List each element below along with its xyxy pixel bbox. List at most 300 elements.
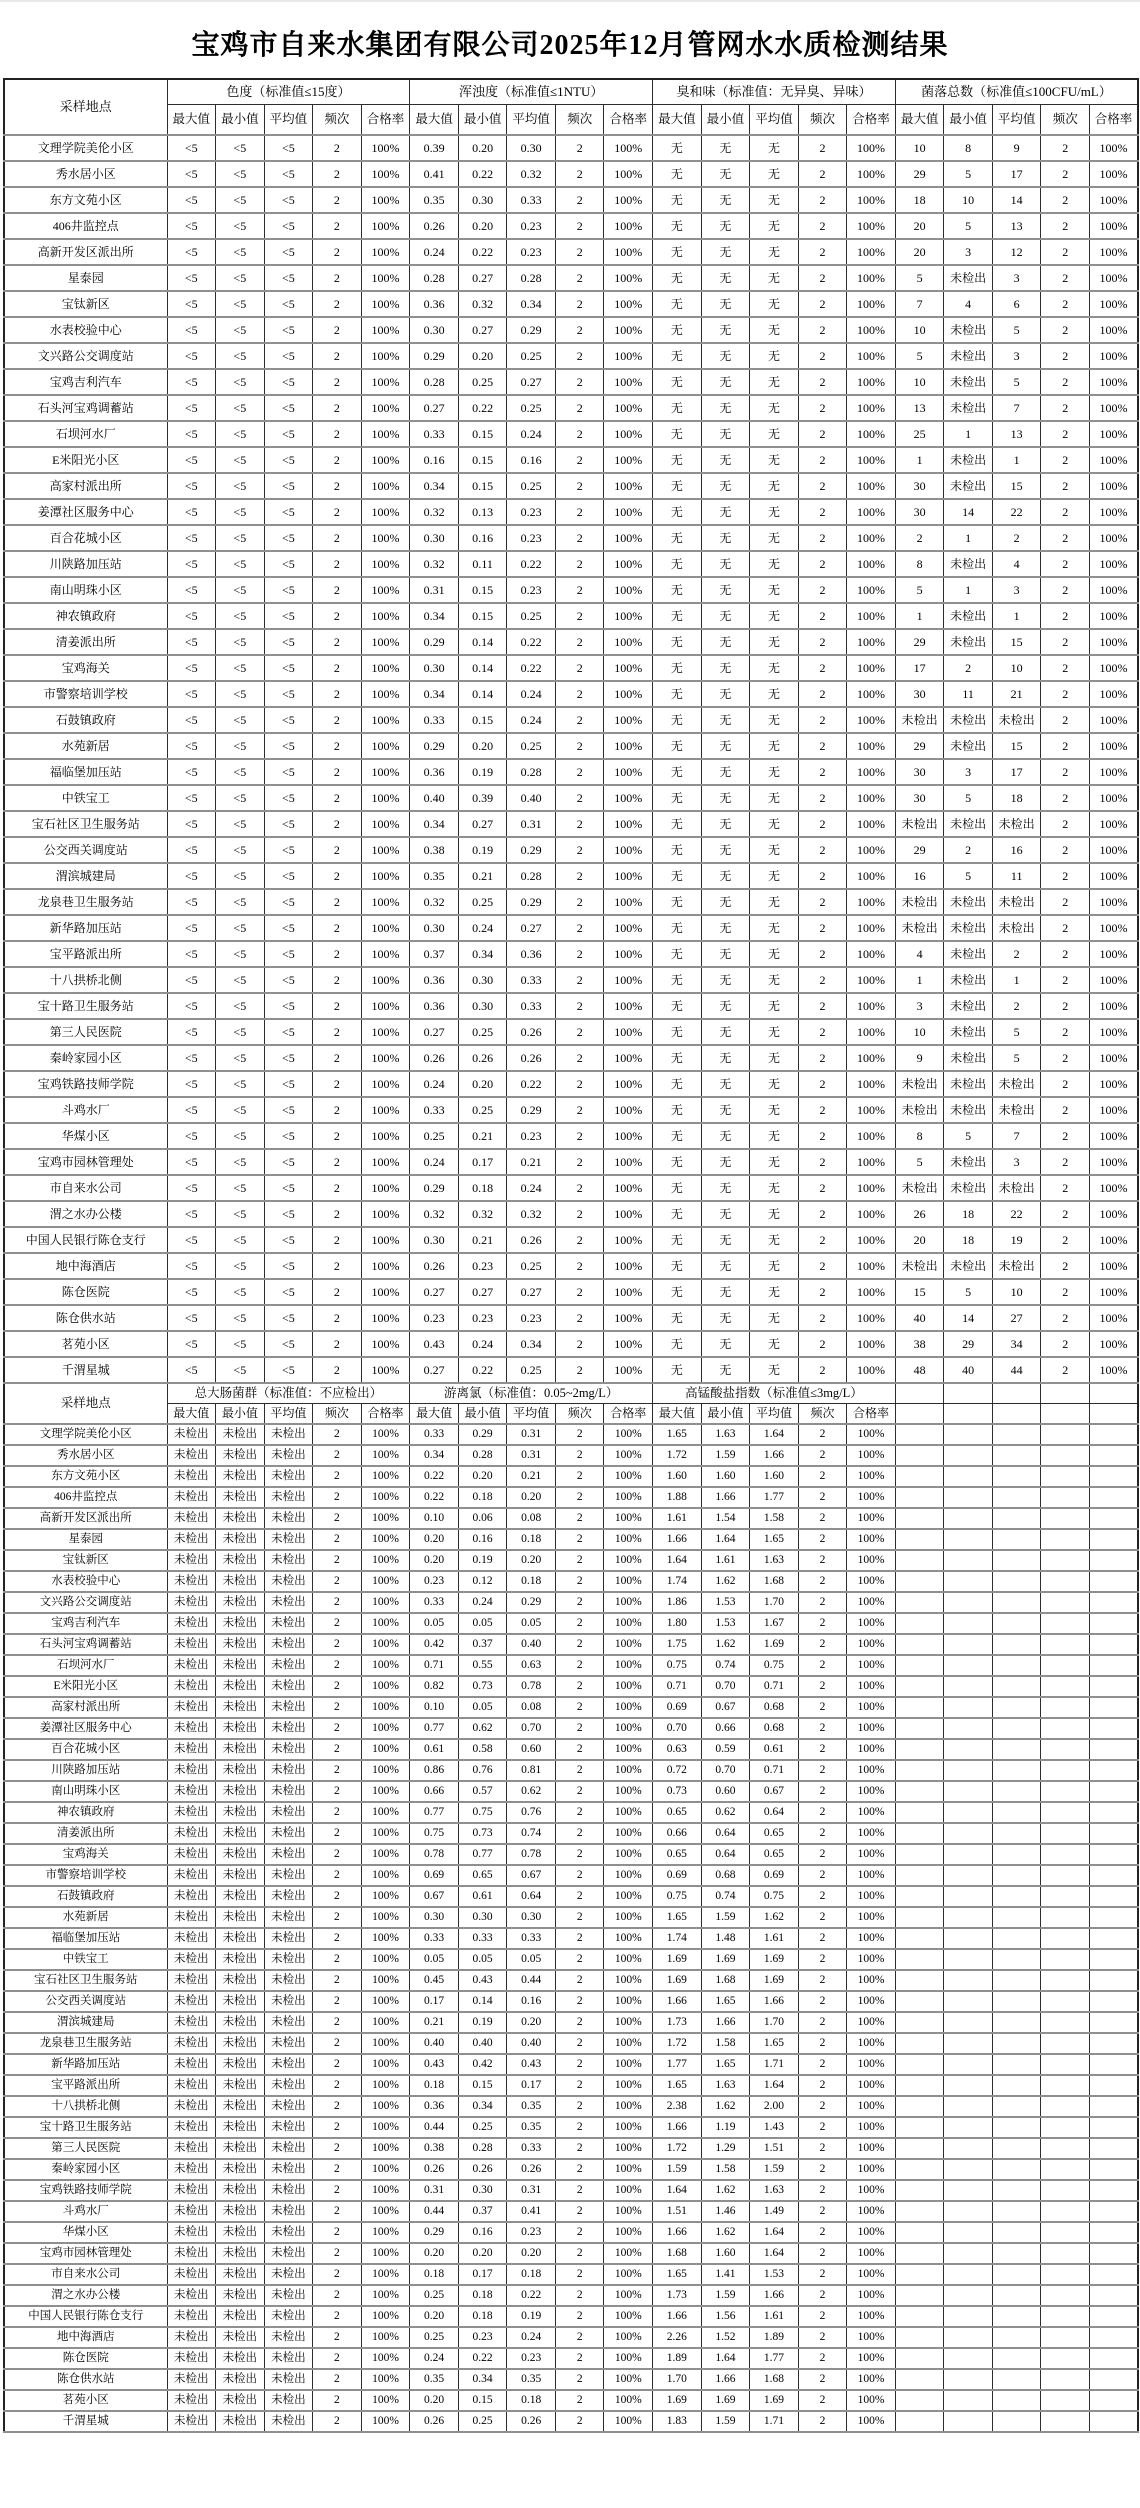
pass-rate-cell: 100% bbox=[847, 1718, 896, 1739]
value-cell: 未检出 bbox=[167, 1655, 216, 1676]
value-cell: 无 bbox=[701, 993, 750, 1019]
location-cell: 水表校验中心 bbox=[4, 317, 167, 343]
location-cell: 宝十路卫生服务站 bbox=[4, 993, 167, 1019]
value-cell: 无 bbox=[653, 447, 702, 473]
value-cell: 1.60 bbox=[653, 1466, 702, 1487]
frequency-cell: 2 bbox=[313, 733, 362, 759]
value-cell: 未检出 bbox=[944, 447, 993, 473]
pass-rate-cell: 100% bbox=[361, 291, 410, 317]
value-cell: 无 bbox=[750, 941, 799, 967]
frequency-cell: 2 bbox=[313, 811, 362, 837]
pass-rate-cell: 100% bbox=[604, 525, 653, 551]
value-cell: 15 bbox=[895, 1279, 944, 1305]
value-cell: <5 bbox=[264, 603, 313, 629]
value-cell: 未检出 bbox=[216, 1571, 265, 1592]
value-cell: 1.69 bbox=[750, 2390, 799, 2411]
value-cell: 未检出 bbox=[944, 1149, 993, 1175]
value-cell: 无 bbox=[701, 1097, 750, 1123]
pass-rate-cell: 100% bbox=[361, 2411, 410, 2432]
value-cell: <5 bbox=[264, 265, 313, 291]
empty-cell bbox=[1041, 1592, 1090, 1613]
pass-rate-cell: 100% bbox=[361, 1019, 410, 1045]
empty-cell bbox=[944, 1844, 993, 1865]
empty-cell bbox=[992, 1823, 1041, 1844]
value-cell: 无 bbox=[653, 1279, 702, 1305]
value-cell: 0.35 bbox=[410, 863, 459, 889]
empty-cell bbox=[944, 1445, 993, 1466]
frequency-cell: 2 bbox=[1041, 239, 1090, 265]
empty-cell bbox=[992, 1907, 1041, 1928]
pass-rate-cell: 100% bbox=[361, 2306, 410, 2327]
empty-cell bbox=[895, 2222, 944, 2243]
value-cell: <5 bbox=[216, 733, 265, 759]
value-cell: 0.27 bbox=[507, 369, 556, 395]
value-cell: 无 bbox=[701, 681, 750, 707]
value-cell: 无 bbox=[701, 369, 750, 395]
value-cell: 无 bbox=[750, 863, 799, 889]
pass-rate-cell: 100% bbox=[604, 395, 653, 421]
table-row bbox=[4, 1508, 1138, 1529]
pass-rate-cell: 100% bbox=[361, 603, 410, 629]
pass-rate-cell: 100% bbox=[847, 2264, 896, 2285]
pass-rate-cell: 100% bbox=[604, 551, 653, 577]
value-cell: 5 bbox=[895, 343, 944, 369]
value-cell: <5 bbox=[216, 473, 265, 499]
pass-rate-cell: 100% bbox=[604, 291, 653, 317]
value-cell: 0.14 bbox=[458, 1991, 507, 2012]
pass-rate-cell: 100% bbox=[847, 2285, 896, 2306]
empty-cell bbox=[895, 1676, 944, 1697]
value-cell: <5 bbox=[216, 1149, 265, 1175]
value-cell: <5 bbox=[167, 447, 216, 473]
value-cell: <5 bbox=[264, 1149, 313, 1175]
frequency-cell: 2 bbox=[798, 1697, 847, 1718]
frequency-cell: 2 bbox=[1041, 941, 1090, 967]
column-subheader: 最大值 bbox=[653, 1404, 702, 1425]
value-cell: 未检出 bbox=[895, 889, 944, 915]
empty-cell bbox=[895, 2411, 944, 2432]
pass-rate-cell: 100% bbox=[361, 1634, 410, 1655]
frequency-cell: 2 bbox=[313, 837, 362, 863]
empty-cell bbox=[992, 1655, 1041, 1676]
pass-rate-cell: 100% bbox=[604, 707, 653, 733]
location-cell: 石头河宝鸡调蓄站 bbox=[4, 1634, 167, 1655]
frequency-cell: 2 bbox=[313, 863, 362, 889]
value-cell: 3 bbox=[992, 577, 1041, 603]
value-cell: 无 bbox=[750, 1253, 799, 1279]
value-cell: 1.62 bbox=[701, 1634, 750, 1655]
frequency-cell: 2 bbox=[1041, 499, 1090, 525]
pass-rate-cell: 100% bbox=[847, 2180, 896, 2201]
table-row bbox=[4, 2117, 1138, 2138]
empty-cell bbox=[1090, 2117, 1139, 2138]
value-cell: <5 bbox=[167, 1201, 216, 1227]
empty-cell bbox=[895, 1592, 944, 1613]
value-cell: 0.26 bbox=[507, 2411, 556, 2432]
value-cell: 无 bbox=[750, 811, 799, 837]
value-cell: 无 bbox=[750, 135, 799, 161]
value-cell: <5 bbox=[264, 1279, 313, 1305]
value-cell: 0.36 bbox=[410, 759, 459, 785]
empty-cell bbox=[944, 1676, 993, 1697]
table-row bbox=[4, 1149, 1138, 1175]
empty-cell bbox=[1090, 1445, 1139, 1466]
frequency-cell: 2 bbox=[555, 1227, 604, 1253]
pass-rate-cell: 100% bbox=[604, 733, 653, 759]
value-cell: 无 bbox=[701, 317, 750, 343]
header-sub-row bbox=[4, 1404, 1138, 1425]
value-cell: 0.18 bbox=[507, 2390, 556, 2411]
frequency-cell: 2 bbox=[555, 785, 604, 811]
value-cell: 17 bbox=[992, 161, 1041, 187]
value-cell: 无 bbox=[701, 343, 750, 369]
empty-cell bbox=[895, 1760, 944, 1781]
empty-cell bbox=[895, 1445, 944, 1466]
frequency-cell: 2 bbox=[798, 1529, 847, 1550]
frequency-cell: 2 bbox=[555, 1357, 604, 1383]
frequency-cell: 2 bbox=[798, 1676, 847, 1697]
value-cell: <5 bbox=[216, 317, 265, 343]
frequency-cell: 2 bbox=[1041, 1253, 1090, 1279]
empty-cell bbox=[992, 1466, 1041, 1487]
value-cell: 0.14 bbox=[458, 681, 507, 707]
pass-rate-cell: 100% bbox=[604, 1592, 653, 1613]
value-cell: <5 bbox=[264, 213, 313, 239]
location-cell: 龙泉巷卫生服务站 bbox=[4, 889, 167, 915]
frequency-cell: 2 bbox=[798, 681, 847, 707]
empty-cell bbox=[992, 1865, 1041, 1886]
pass-rate-cell: 100% bbox=[361, 681, 410, 707]
value-cell: 未检出 bbox=[992, 811, 1041, 837]
empty-cell bbox=[1090, 1571, 1139, 1592]
frequency-cell: 2 bbox=[313, 1718, 362, 1739]
value-cell: <5 bbox=[216, 161, 265, 187]
value-cell: 未检出 bbox=[992, 707, 1041, 733]
frequency-cell: 2 bbox=[313, 1655, 362, 1676]
frequency-cell: 2 bbox=[1041, 1227, 1090, 1253]
value-cell: 0.43 bbox=[410, 1331, 459, 1357]
empty-cell bbox=[992, 2348, 1041, 2369]
pass-rate-cell: 100% bbox=[604, 577, 653, 603]
value-cell: 无 bbox=[750, 239, 799, 265]
empty-cell bbox=[895, 2138, 944, 2159]
frequency-cell: 2 bbox=[798, 1175, 847, 1201]
frequency-cell: 2 bbox=[313, 1823, 362, 1844]
empty-cell bbox=[944, 1634, 993, 1655]
frequency-cell: 2 bbox=[798, 707, 847, 733]
pass-rate-cell: 100% bbox=[847, 1739, 896, 1760]
value-cell: <5 bbox=[264, 655, 313, 681]
empty-cell bbox=[1041, 1781, 1090, 1802]
table-row bbox=[4, 1201, 1138, 1227]
frequency-cell: 2 bbox=[555, 1718, 604, 1739]
value-cell: 无 bbox=[701, 707, 750, 733]
frequency-cell: 2 bbox=[555, 1697, 604, 1718]
value-cell: 3 bbox=[944, 759, 993, 785]
value-cell: 0.75 bbox=[653, 1655, 702, 1676]
value-cell: 0.63 bbox=[507, 1655, 556, 1676]
frequency-cell: 2 bbox=[555, 525, 604, 551]
pass-rate-cell: 100% bbox=[847, 1466, 896, 1487]
value-cell: 10 bbox=[895, 135, 944, 161]
frequency-cell: 2 bbox=[798, 2012, 847, 2033]
frequency-cell: 2 bbox=[798, 135, 847, 161]
frequency-cell: 2 bbox=[313, 265, 362, 291]
value-cell: 0.25 bbox=[410, 2285, 459, 2306]
value-cell: 无 bbox=[653, 1123, 702, 1149]
empty-cell bbox=[1041, 1928, 1090, 1949]
value-cell: <5 bbox=[264, 1019, 313, 1045]
table-row bbox=[4, 1045, 1138, 1071]
frequency-cell: 2 bbox=[313, 1928, 362, 1949]
value-cell: 未检出 bbox=[992, 1071, 1041, 1097]
value-cell: 40 bbox=[944, 1357, 993, 1383]
pass-rate-cell: 100% bbox=[361, 1739, 410, 1760]
value-cell: 0.22 bbox=[458, 395, 507, 421]
frequency-cell: 2 bbox=[798, 629, 847, 655]
value-cell: 0.14 bbox=[458, 629, 507, 655]
value-cell: 0.28 bbox=[507, 863, 556, 889]
value-cell: 1 bbox=[895, 967, 944, 993]
pass-rate-cell: 100% bbox=[361, 1865, 410, 1886]
value-cell: 0.78 bbox=[507, 1676, 556, 1697]
value-cell: 1.69 bbox=[653, 1949, 702, 1970]
value-cell: 0.31 bbox=[507, 811, 556, 837]
value-cell: <5 bbox=[167, 421, 216, 447]
pass-rate-cell: 100% bbox=[604, 187, 653, 213]
location-cell: 陈仓供水站 bbox=[4, 2369, 167, 2390]
value-cell: 1.59 bbox=[653, 2159, 702, 2180]
value-cell: 0.17 bbox=[458, 1149, 507, 1175]
pass-rate-cell: 100% bbox=[361, 1823, 410, 1844]
pass-rate-cell: 100% bbox=[604, 1550, 653, 1571]
value-cell: 0.66 bbox=[410, 1781, 459, 1802]
value-cell: <5 bbox=[167, 291, 216, 317]
value-cell: 无 bbox=[653, 1071, 702, 1097]
empty-cell bbox=[895, 2285, 944, 2306]
value-cell: 1.89 bbox=[750, 2327, 799, 2348]
table-row bbox=[4, 577, 1138, 603]
frequency-cell: 2 bbox=[313, 1760, 362, 1781]
value-cell: 1.61 bbox=[750, 2306, 799, 2327]
pass-rate-cell: 100% bbox=[847, 1357, 896, 1383]
value-cell: 1.62 bbox=[701, 2096, 750, 2117]
table-row bbox=[4, 1760, 1138, 1781]
location-cell: 宝鸡市园林管理处 bbox=[4, 1149, 167, 1175]
frequency-cell: 2 bbox=[798, 265, 847, 291]
value-cell: 0.65 bbox=[653, 1802, 702, 1823]
empty-cell bbox=[1041, 2264, 1090, 2285]
value-cell: <5 bbox=[216, 655, 265, 681]
empty-cell bbox=[944, 1571, 993, 1592]
value-cell: 0.39 bbox=[410, 135, 459, 161]
value-cell: 无 bbox=[653, 1175, 702, 1201]
empty-header-cell bbox=[944, 1404, 993, 1425]
value-cell: 1.70 bbox=[750, 2012, 799, 2033]
empty-cell bbox=[944, 1865, 993, 1886]
value-cell: 0.23 bbox=[458, 1253, 507, 1279]
pass-rate-cell: 100% bbox=[361, 655, 410, 681]
pass-rate-cell: 100% bbox=[361, 2327, 410, 2348]
frequency-cell: 2 bbox=[798, 1331, 847, 1357]
frequency-cell: 2 bbox=[555, 291, 604, 317]
value-cell: 无 bbox=[750, 369, 799, 395]
empty-cell bbox=[944, 1970, 993, 1991]
value-cell: 无 bbox=[653, 707, 702, 733]
empty-cell bbox=[992, 1760, 1041, 1781]
value-cell: <5 bbox=[167, 395, 216, 421]
empty-cell bbox=[944, 2159, 993, 2180]
empty-cell bbox=[944, 1697, 993, 1718]
value-cell: 未检出 bbox=[264, 1613, 313, 1634]
value-cell: 0.44 bbox=[507, 1970, 556, 1991]
value-cell: 13 bbox=[992, 213, 1041, 239]
value-cell: 无 bbox=[750, 1149, 799, 1175]
value-cell: 0.61 bbox=[410, 1739, 459, 1760]
value-cell: 无 bbox=[750, 265, 799, 291]
value-cell: 0.65 bbox=[750, 1823, 799, 1844]
column-subheader: 合格率 bbox=[361, 105, 410, 136]
frequency-cell: 2 bbox=[1041, 213, 1090, 239]
value-cell: 无 bbox=[653, 1149, 702, 1175]
value-cell: 0.35 bbox=[410, 2369, 459, 2390]
location-cell: 文理学院美伦小区 bbox=[4, 1424, 167, 1445]
table-row bbox=[4, 993, 1138, 1019]
value-cell: 0.32 bbox=[458, 1201, 507, 1227]
pass-rate-cell: 100% bbox=[361, 499, 410, 525]
empty-cell bbox=[992, 2390, 1041, 2411]
empty-cell bbox=[1041, 2138, 1090, 2159]
frequency-cell: 2 bbox=[1041, 681, 1090, 707]
value-cell: 18 bbox=[944, 1201, 993, 1227]
value-cell: <5 bbox=[216, 1331, 265, 1357]
location-header: 采样地点 bbox=[4, 1383, 167, 1424]
frequency-cell: 2 bbox=[798, 1123, 847, 1149]
value-cell: 1.66 bbox=[653, 2306, 702, 2327]
frequency-cell: 2 bbox=[798, 473, 847, 499]
frequency-cell: 2 bbox=[313, 993, 362, 1019]
frequency-cell: 2 bbox=[555, 915, 604, 941]
value-cell: 未检出 bbox=[167, 1739, 216, 1760]
value-cell: 5 bbox=[944, 863, 993, 889]
value-cell: 无 bbox=[750, 759, 799, 785]
value-cell: 未检出 bbox=[167, 2348, 216, 2369]
pass-rate-cell: 100% bbox=[1090, 1357, 1139, 1383]
frequency-cell: 2 bbox=[555, 2096, 604, 2117]
location-cell: 中铁宝工 bbox=[4, 1949, 167, 1970]
empty-cell bbox=[944, 2075, 993, 2096]
value-cell: 无 bbox=[701, 837, 750, 863]
column-subheader: 频次 bbox=[1041, 105, 1090, 136]
value-cell: 0.23 bbox=[507, 1123, 556, 1149]
empty-cell bbox=[992, 1991, 1041, 2012]
frequency-cell: 2 bbox=[313, 577, 362, 603]
value-cell: 16 bbox=[895, 863, 944, 889]
location-cell: 宝钛新区 bbox=[4, 291, 167, 317]
empty-cell bbox=[1041, 2327, 1090, 2348]
frequency-cell: 2 bbox=[1041, 421, 1090, 447]
value-cell: 0.30 bbox=[410, 525, 459, 551]
value-cell: 0.69 bbox=[750, 1865, 799, 1886]
empty-cell bbox=[895, 2264, 944, 2285]
pass-rate-cell: 100% bbox=[847, 1175, 896, 1201]
empty-cell bbox=[944, 2264, 993, 2285]
frequency-cell: 2 bbox=[555, 343, 604, 369]
location-cell: 陈仓医院 bbox=[4, 1279, 167, 1305]
frequency-cell: 2 bbox=[555, 395, 604, 421]
frequency-cell: 2 bbox=[555, 2012, 604, 2033]
value-cell: 34 bbox=[992, 1331, 1041, 1357]
value-cell: 未检出 bbox=[167, 1970, 216, 1991]
table-row bbox=[4, 1886, 1138, 1907]
value-cell: 未检出 bbox=[216, 1634, 265, 1655]
pass-rate-cell: 100% bbox=[604, 811, 653, 837]
column-group-header: 菌落总数（标准值≤100CFU/mL） bbox=[895, 79, 1138, 105]
empty-cell bbox=[895, 1928, 944, 1949]
frequency-cell: 2 bbox=[555, 1781, 604, 1802]
empty-cell bbox=[992, 1571, 1041, 1592]
column-group-header: 高锰酸盐指数（标准值≤3mg/L） bbox=[653, 1383, 896, 1404]
value-cell: 0.18 bbox=[507, 1571, 556, 1592]
pass-rate-cell: 100% bbox=[847, 1123, 896, 1149]
value-cell: 0.17 bbox=[507, 2075, 556, 2096]
value-cell: 未检出 bbox=[944, 629, 993, 655]
value-cell: 未检出 bbox=[992, 889, 1041, 915]
value-cell: 1.68 bbox=[653, 2243, 702, 2264]
frequency-cell: 2 bbox=[1041, 1123, 1090, 1149]
frequency-cell: 2 bbox=[555, 2411, 604, 2432]
frequency-cell: 2 bbox=[313, 1886, 362, 1907]
value-cell: 0.36 bbox=[410, 993, 459, 1019]
value-cell: 0.42 bbox=[458, 2054, 507, 2075]
frequency-cell: 2 bbox=[313, 2390, 362, 2411]
value-cell: 未检出 bbox=[216, 1991, 265, 2012]
pass-rate-cell: 100% bbox=[604, 1424, 653, 1445]
value-cell: 0.70 bbox=[653, 1718, 702, 1739]
value-cell: 未检出 bbox=[944, 1097, 993, 1123]
table-row bbox=[4, 161, 1138, 187]
value-cell: 0.23 bbox=[507, 2222, 556, 2243]
empty-cell bbox=[1041, 1571, 1090, 1592]
pass-rate-cell: 100% bbox=[847, 1928, 896, 1949]
frequency-cell: 2 bbox=[1041, 603, 1090, 629]
frequency-cell: 2 bbox=[798, 1613, 847, 1634]
column-subheader: 平均值 bbox=[264, 105, 313, 136]
value-cell: 0.78 bbox=[507, 1844, 556, 1865]
empty-cell bbox=[992, 1676, 1041, 1697]
value-cell: 5 bbox=[895, 577, 944, 603]
value-cell: 未检出 bbox=[167, 2390, 216, 2411]
value-cell: 未检出 bbox=[216, 1508, 265, 1529]
pass-rate-cell: 100% bbox=[361, 1123, 410, 1149]
value-cell: 1.66 bbox=[653, 1529, 702, 1550]
value-cell: 2 bbox=[895, 525, 944, 551]
value-cell: 26 bbox=[895, 1201, 944, 1227]
value-cell: 未检出 bbox=[216, 1613, 265, 1634]
value-cell: 0.59 bbox=[701, 1739, 750, 1760]
empty-cell bbox=[992, 2369, 1041, 2390]
empty-cell bbox=[895, 1886, 944, 1907]
value-cell: 1 bbox=[944, 577, 993, 603]
column-subheader: 平均值 bbox=[507, 105, 556, 136]
pass-rate-cell: 100% bbox=[604, 915, 653, 941]
location-cell: 秀水居小区 bbox=[4, 161, 167, 187]
frequency-cell: 2 bbox=[798, 499, 847, 525]
value-cell: 0.18 bbox=[410, 2264, 459, 2285]
value-cell: 未检出 bbox=[944, 317, 993, 343]
value-cell: 0.61 bbox=[750, 1739, 799, 1760]
value-cell: 未检出 bbox=[264, 1634, 313, 1655]
